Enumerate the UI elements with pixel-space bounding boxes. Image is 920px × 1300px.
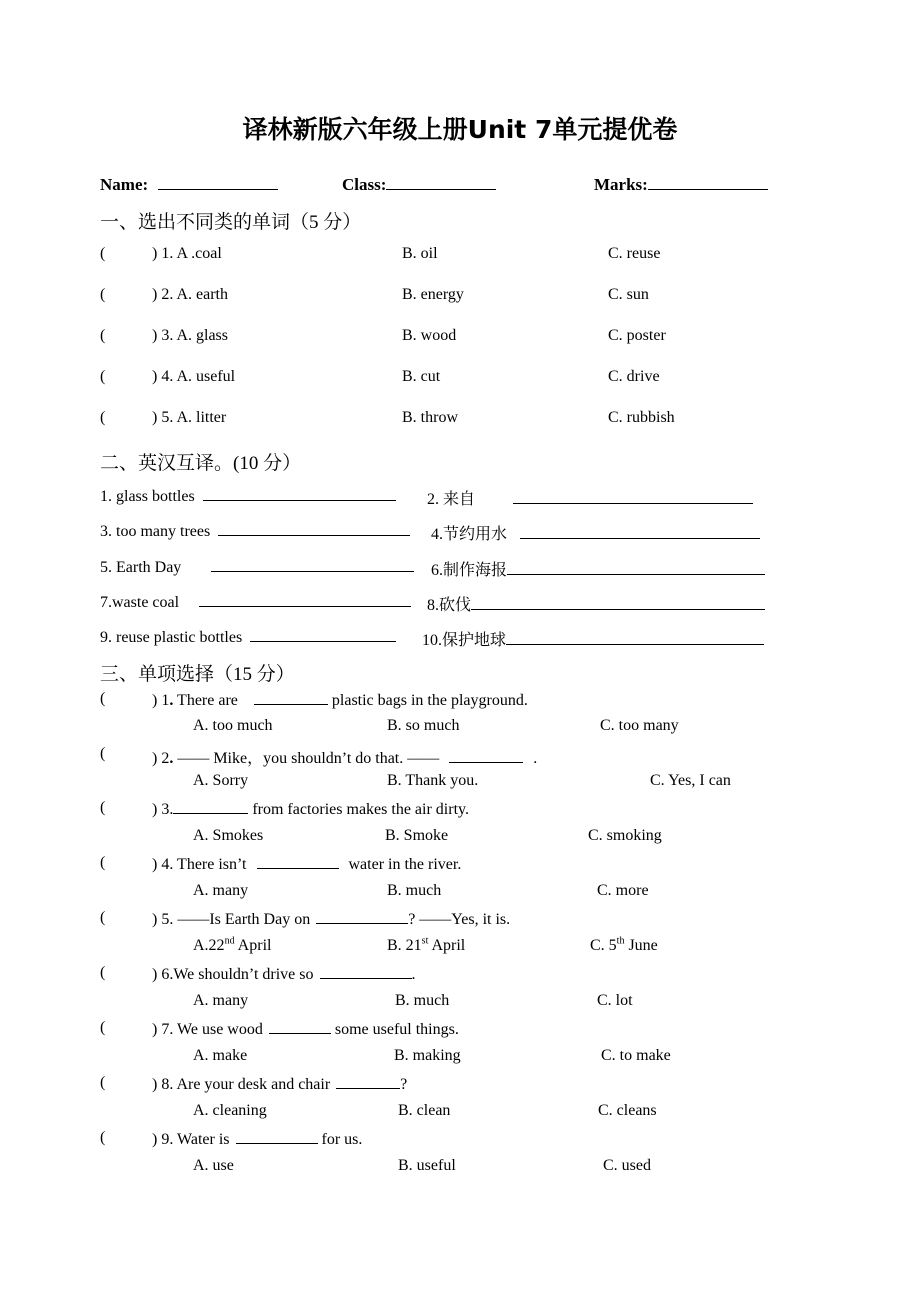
s3-q6	[152, 964, 416, 984]
answer-paren[interactable]: (	[100, 1129, 106, 1146]
s1-q4: ) 4. A. useful	[152, 368, 236, 385]
class-label: Class:	[342, 175, 387, 194]
s3-q2-c: C. Yes, I can	[650, 772, 731, 789]
s2-item3	[100, 521, 410, 541]
s2-item7-blank[interactable]	[199, 592, 411, 607]
s3-q7-b: B. making	[394, 1047, 461, 1064]
s3-q6-c: C. lot	[597, 992, 633, 1009]
s2-item10	[422, 627, 764, 650]
s3-q7-post: some useful things.	[334, 1021, 459, 1038]
s2-item5-blank[interactable]	[211, 557, 414, 572]
s3-q7-a: A. make	[193, 1047, 248, 1064]
s3-q4	[152, 854, 461, 874]
s3-q3-blank[interactable]	[173, 799, 248, 814]
answer-paren[interactable]: (	[100, 409, 106, 426]
s2-item4	[431, 521, 760, 544]
s3-q3-a: A. Smokes	[193, 827, 264, 844]
marks-blank[interactable]	[648, 175, 768, 190]
s3-q5-b-day: B. 21	[387, 937, 422, 954]
s3-q9-post: for us.	[321, 1131, 363, 1148]
section2-heading: 二、英汉互译。(10 分）	[100, 453, 302, 474]
s2-item3-label: 3. too many trees	[100, 523, 211, 540]
page-title: 译林新版六年级上册Unit 7单元提优卷	[242, 115, 678, 144]
s1-q2-b: B. energy	[402, 286, 464, 303]
s3-q3-num: ) 3.	[152, 801, 174, 818]
s3-q1-a: A. too much	[193, 717, 273, 734]
s2-item6-blank[interactable]	[507, 560, 765, 575]
s3-q1-num: ) 1	[152, 692, 170, 709]
s3-q5	[152, 909, 510, 929]
s1-q4-c: C. drive	[608, 368, 660, 385]
s2-item9-label: 9. reuse plastic bottles	[100, 629, 243, 646]
s2-item7	[100, 592, 411, 612]
s3-q9	[152, 1129, 362, 1149]
s2-item6-label: 6.制作海报	[431, 562, 508, 579]
s3-q6-num: ) 6.We shouldn’t drive so	[152, 966, 314, 983]
s2-item1-label: 1. glass bottles	[100, 488, 195, 505]
s1-q1: ) 1. A .coal	[152, 245, 222, 262]
s3-q9-b: B. useful	[398, 1157, 456, 1174]
s2-item2-blank[interactable]	[513, 489, 753, 504]
s3-q8-a: A. cleaning	[193, 1102, 267, 1119]
name-field[interactable]	[100, 175, 278, 195]
s1-q1-c: C. reuse	[608, 245, 661, 262]
s3-q5-c	[590, 937, 658, 955]
s3-q9-a: A. use	[193, 1157, 234, 1174]
answer-paren[interactable]: (	[100, 327, 106, 344]
s3-q9-num: ) 9. Water is	[152, 1131, 230, 1148]
s3-q8-b: B. clean	[398, 1102, 451, 1119]
s3-q9-c: C. used	[603, 1157, 651, 1174]
s2-item10-label: 10.保护地球	[422, 632, 507, 649]
s3-q7	[152, 1019, 459, 1039]
s3-q2-a: A. Sorry	[193, 772, 249, 789]
s3-q5-a-day: A.22	[193, 937, 225, 954]
s2-item4-blank[interactable]	[520, 524, 760, 539]
name-blank[interactable]	[158, 175, 278, 190]
answer-paren[interactable]: (	[100, 368, 106, 385]
s2-item7-label: 7.waste coal	[100, 594, 180, 611]
s3-q3-post: from factories makes the air dirty.	[252, 801, 469, 818]
s1-q3-b: B. wood	[402, 327, 457, 344]
answer-paren[interactable]: (	[100, 286, 106, 303]
s3-q4-c: C. more	[597, 882, 649, 899]
answer-paren[interactable]: (	[100, 245, 106, 262]
s3-q7-num: ) 7. We use wood	[152, 1021, 263, 1038]
s3-q4-num: ) 4. There isn’t	[152, 856, 247, 873]
s2-item10-blank[interactable]	[506, 630, 764, 645]
s2-item1	[100, 486, 396, 506]
s3-q5-c-day: C. 5	[590, 937, 617, 954]
s2-item5-label: 5. Earth Day	[100, 559, 182, 576]
s3-q5-b-month: April	[428, 937, 466, 954]
s3-q1-blank[interactable]	[254, 690, 328, 705]
s3-q8-num: ) 8. Are your desk and chair	[152, 1076, 331, 1093]
s3-q5-a	[193, 937, 271, 955]
answer-paren[interactable]: (	[100, 799, 106, 816]
marks-field[interactable]	[594, 175, 768, 195]
s3-q5-c-suffix: th	[616, 935, 625, 947]
answer-paren[interactable]: (	[100, 854, 106, 871]
class-field[interactable]	[342, 175, 496, 195]
answer-paren[interactable]: (	[100, 745, 106, 762]
s2-item6	[431, 557, 765, 580]
s3-q5-b	[387, 937, 465, 955]
s2-item2	[427, 486, 753, 509]
class-blank[interactable]	[386, 175, 496, 190]
s3-q3-c: C. smoking	[588, 827, 662, 844]
s3-q2-blank[interactable]	[449, 748, 523, 763]
s2-item3-blank[interactable]	[218, 521, 410, 536]
s3-q6-a: A. many	[193, 992, 249, 1009]
s3-q4-a: A. many	[193, 882, 249, 899]
s3-q5-c-month: June	[624, 937, 658, 954]
s2-item8-blank[interactable]	[471, 595, 765, 610]
answer-paren[interactable]: (	[100, 909, 106, 926]
s1-q5-c: C. rubbish	[608, 409, 675, 426]
s3-q2-post: .	[533, 750, 538, 767]
s3-q3	[152, 799, 469, 819]
s3-q2-num: ) 2	[152, 750, 170, 767]
s2-item2-label: 2. 来自	[427, 491, 476, 508]
s3-q1-pre: There are	[177, 692, 238, 709]
s1-q3: ) 3. A. glass	[152, 327, 228, 344]
s2-item1-blank[interactable]	[203, 486, 396, 501]
s1-q5: ) 5. A. litter	[152, 409, 227, 426]
s3-q1: ) 1. There are plastic bags in the playground.	[152, 692, 528, 709]
s3-q6-b: B. much	[395, 992, 450, 1009]
s3-q1-c: C. too many	[600, 717, 679, 734]
answer-paren[interactable]: (	[100, 964, 106, 981]
answer-paren[interactable]: (	[100, 1019, 106, 1036]
s3-q8-c: C. cleans	[598, 1102, 657, 1119]
name-label: Name:	[100, 175, 149, 194]
s3-q6-blank[interactable]	[320, 964, 412, 979]
s3-q4-blank[interactable]	[257, 854, 339, 869]
s1-q3-c: C. poster	[608, 327, 666, 344]
s1-q5-b: B. throw	[402, 409, 458, 426]
s3-q5-post: ? ——Yes, it is.	[408, 911, 511, 928]
s2-item5	[100, 557, 414, 577]
answer-paren[interactable]: (	[100, 690, 106, 707]
s3-q1-post: plastic bags in the playground.	[331, 692, 528, 709]
s2-item8	[427, 592, 765, 615]
s3-q4-post: water in the river.	[348, 856, 462, 873]
s3-q5-a-suffix: nd	[224, 935, 235, 947]
s2-item8-label: 8.砍伐	[427, 597, 472, 614]
answer-paren[interactable]: (	[100, 1074, 106, 1091]
s3-q5-blank[interactable]	[316, 909, 408, 924]
s2-item9-blank[interactable]	[250, 627, 396, 642]
s3-q1-b: B. so much	[387, 717, 460, 734]
s1-q2: ) 2. A. earth	[152, 286, 228, 303]
s3-q5-a-month: April	[234, 937, 272, 954]
marks-label: Marks:	[594, 175, 648, 194]
s3-q8	[152, 1074, 407, 1094]
s2-item9	[100, 627, 396, 647]
section1-heading: 一、选出不同类的单词（5 分）	[100, 212, 362, 233]
s3-q9-blank[interactable]	[236, 1129, 318, 1144]
s3-q2: ) 2. —— Mike，you shouldn’t do that. —— .	[152, 750, 538, 767]
s3-q5-b-suffix: st	[421, 935, 429, 947]
s3-q5-num: ) 5. ——Is Earth Day on	[152, 911, 311, 928]
s1-q1-b: B. oil	[402, 245, 438, 262]
section3-heading: 三、单项选择（15 分）	[100, 664, 295, 685]
s3-q8-blank[interactable]	[336, 1074, 400, 1089]
s3-q4-b: B. much	[387, 882, 442, 899]
s1-q4-b: B. cut	[402, 368, 441, 385]
s3-q2-pre: —— Mike，you shouldn’t do that. ——	[177, 750, 440, 767]
s3-q7-c: C. to make	[601, 1047, 671, 1064]
s3-q2-b: B. Thank you.	[387, 772, 479, 789]
s3-q7-blank[interactable]	[269, 1019, 331, 1034]
s2-item4-label: 4.节约用水	[431, 526, 508, 543]
s3-q8-post: ?	[400, 1076, 408, 1093]
s3-q3-b: B. Smoke	[385, 827, 449, 844]
s3-q6-post: .	[411, 966, 416, 983]
s1-q2-c: C. sun	[608, 286, 649, 303]
